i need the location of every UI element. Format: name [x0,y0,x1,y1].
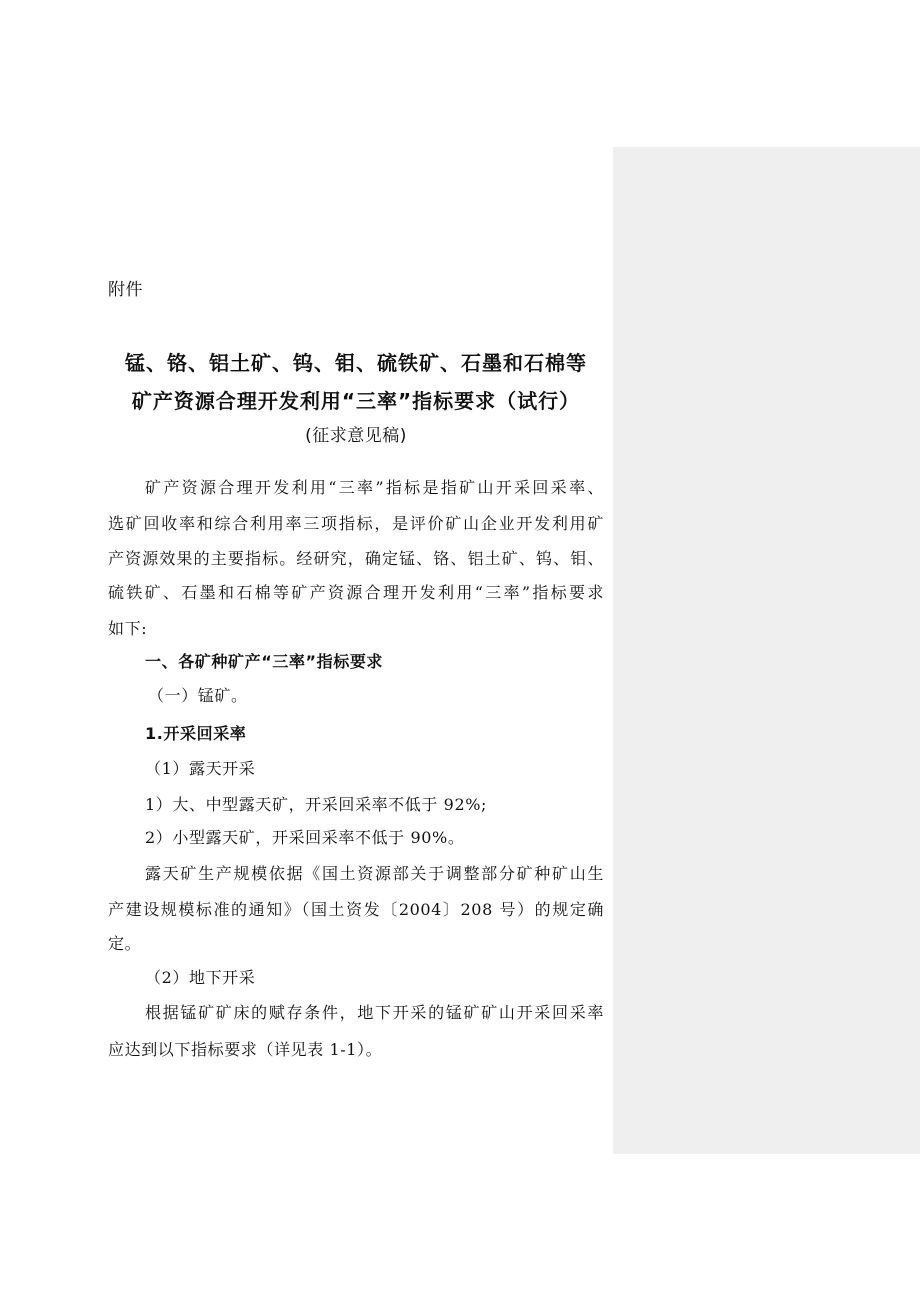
comment-margin-pane [613,147,920,1154]
document-title-line-2: 矿产资源合理开发利用“三率”指标要求（试行） [131,389,581,413]
item-heading: 1.开采回采率 [145,724,247,743]
section-heading: 一、各矿种矿产“三率”指标要求 [145,652,384,671]
intro-paragraph-line: 矿产资源合理开发利用“三率”指标是指矿山开采回采率、 [145,478,604,497]
intro-paragraph-line: 选矿回收率和综合利用率三项指标，是评价矿山企业开发利用矿 [108,514,604,533]
intro-paragraph-line: 产资源效果的主要指标。经研究，确定锰、铬、铝土矿、钨、钼、 [108,549,604,568]
underground-heading: （2）地下开采 [145,968,256,987]
scale-paragraph-line: 露天矿生产规模依据《国土资源部关于调整部分矿种矿山生 [145,864,604,883]
intro-paragraph-line: 如下: [108,619,148,638]
attachment-label: 附件 [108,280,144,300]
open-pit-heading: （1）露天开采 [145,759,256,778]
intro-paragraph-line: 硫铁矿、石墨和石棉等矿产资源合理开发利用“三率”指标要求 [108,583,604,602]
underground-paragraph-line: 应达到以下指标要求（详见表 1-1）。 [108,1040,383,1059]
open-pit-requirement: 2）小型露天矿，开采回采率不低于 90%。 [145,828,465,847]
document-subtitle: (征求意见稿) [305,426,407,446]
subsection-heading: （一）锰矿。 [148,686,248,705]
scale-paragraph-line: 产建设规模标准的通知》（国土资发〔2004〕208 号）的规定确 [108,900,604,919]
open-pit-requirement: 1）大、中型露天矿，开采回采率不低于 92%; [145,795,488,814]
document-title-line-1: 锰、铬、铝土矿、钨、钼、硫铁矿、石墨和石棉等 [125,351,587,375]
underground-paragraph-line: 根据锰矿矿床的赋存条件，地下开采的锰矿矿山开采回采率 [145,1003,604,1022]
scale-paragraph-line: 定。 [108,934,142,953]
